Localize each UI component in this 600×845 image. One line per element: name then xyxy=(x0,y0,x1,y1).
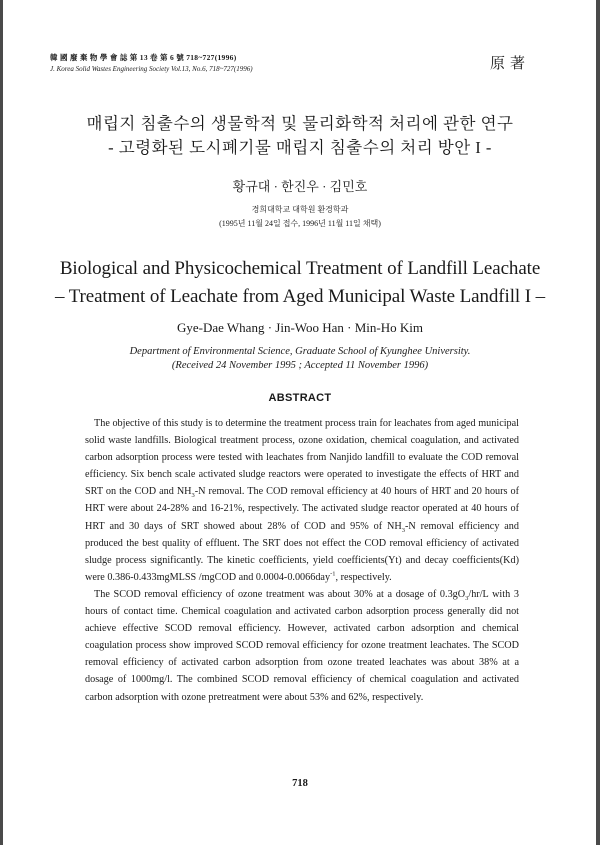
abstract-body xyxy=(85,415,519,706)
korean-received-dates: (1995년 11월 24일 접수, 1996년 11월 11일 채택) xyxy=(219,219,381,228)
abstract-paragraph-1 xyxy=(85,415,519,586)
journal-citation-korean: 韓 國 廢 棄 物 學 會 誌 第 13 卷 第 6 號 718~727(1996) xyxy=(50,53,237,62)
korean-affiliation: 경희대학교 대학원 환경학과 xyxy=(251,205,349,214)
abstract-p2-text-a: The SCOD removal efficiency of ozone treatment was about 30% at a dosage of 0.3gO xyxy=(94,588,466,600)
korean-title-line-2: - 고령화된 도시폐기물 매립지 침출수의 처리 방안 I - xyxy=(108,138,492,157)
english-title-line-1: Biological and Physicochemical Treatment of Landfill Leachate xyxy=(59,258,541,279)
page-number: 718 xyxy=(292,778,308,789)
abstract-p1-text-a: The objective of this study is to determine the treatment process train for leachates from aged municipal solid waste landfills. Biological treatment process, ozone oxidation, chemical coagulation, and activated carbon adsorption process were tested with leachates from Nanjido landfill to evaluate the COD removal efficiency. Six bench scale activated sludge reactors were operated to investigate the effects of HRT and SRT on the COD and NH xyxy=(85,418,519,498)
english-authors: Gye-Dae Whang · Jin-Woo Han · Min-Ho Kim xyxy=(176,320,424,335)
abstract-p2-subscript: 3 xyxy=(465,594,469,602)
journal-header xyxy=(50,52,470,73)
abstract-paragraph-2 xyxy=(85,586,519,706)
english-received-dates: (Received 24 November 1995 ; Accepted 11 November 1996) xyxy=(171,360,429,371)
abstract-p1-superscript: -1 xyxy=(330,570,336,578)
abstract-heading: ABSTRACT xyxy=(268,392,332,404)
korean-authors: 황규대 · 한진우 · 김민호 xyxy=(232,179,368,194)
abstract-p1-text-d: , respectively. xyxy=(335,571,392,583)
article-type-label: 原著 xyxy=(489,56,530,72)
abstract-p1-subscript-2: 3 xyxy=(401,526,405,534)
journal-citation-english: J. Korea Solid Wastes Engineering Society Vol.13, No.6, 718~727(1996) xyxy=(50,65,253,73)
english-title-line-2: – Treatment of Leachate from Aged Municipal Waste Landfill I – xyxy=(54,286,545,307)
abstract-p1-text-b: -N removal. The COD removal efficiency at 40 hours of HRT and 20 hours of HRT were about 24-28% and 16-21%, respectively. The activated sludge reactor operated at 40 hours of HRT and 30 days of SRT showed about 28% of COD and 95% of NH xyxy=(85,486,520,532)
abstract-p1-text-c: -N removal efficiency and produced the best quality of effluent. The SRT does not effect the COD removal efficiency of activated sludge process significantly. The kinetic coefficients, yield coefficients(Yt) and decay coefficients(Kd) were 0.386-0.433mgMLSS /mgCOD and 0.0004-0.0066day xyxy=(85,520,519,583)
korean-title-line-1: 매립지 침출수의 생물학적 및 물리화학적 처리에 관한 연구 xyxy=(86,114,514,133)
abstract-p2-text-b: /hr/L with 3 hours of contact time. Chemical coagulation and activated carbon adsorption process generally did not achieve effective SCOD removal efficiency. However, activated carbon adsorption and chemical coagulation process show improved SCOD removal efficiency for ozone treatment leachates. The SCOD removal efficiency of activated carbon adsorption from ozone treated leachates was about 38% at a dosage of 1000mg/l. The combined SCOD removal efficiency of chemical coagulation and activated carbon adsorption with ozone pretreatment were about 53% and 62%, respectively. xyxy=(85,588,519,703)
english-affiliation: Department of Environmental Science, Graduate School of Kyunghee University. xyxy=(129,346,471,357)
abstract-p1-subscript-1: 3 xyxy=(191,492,195,500)
